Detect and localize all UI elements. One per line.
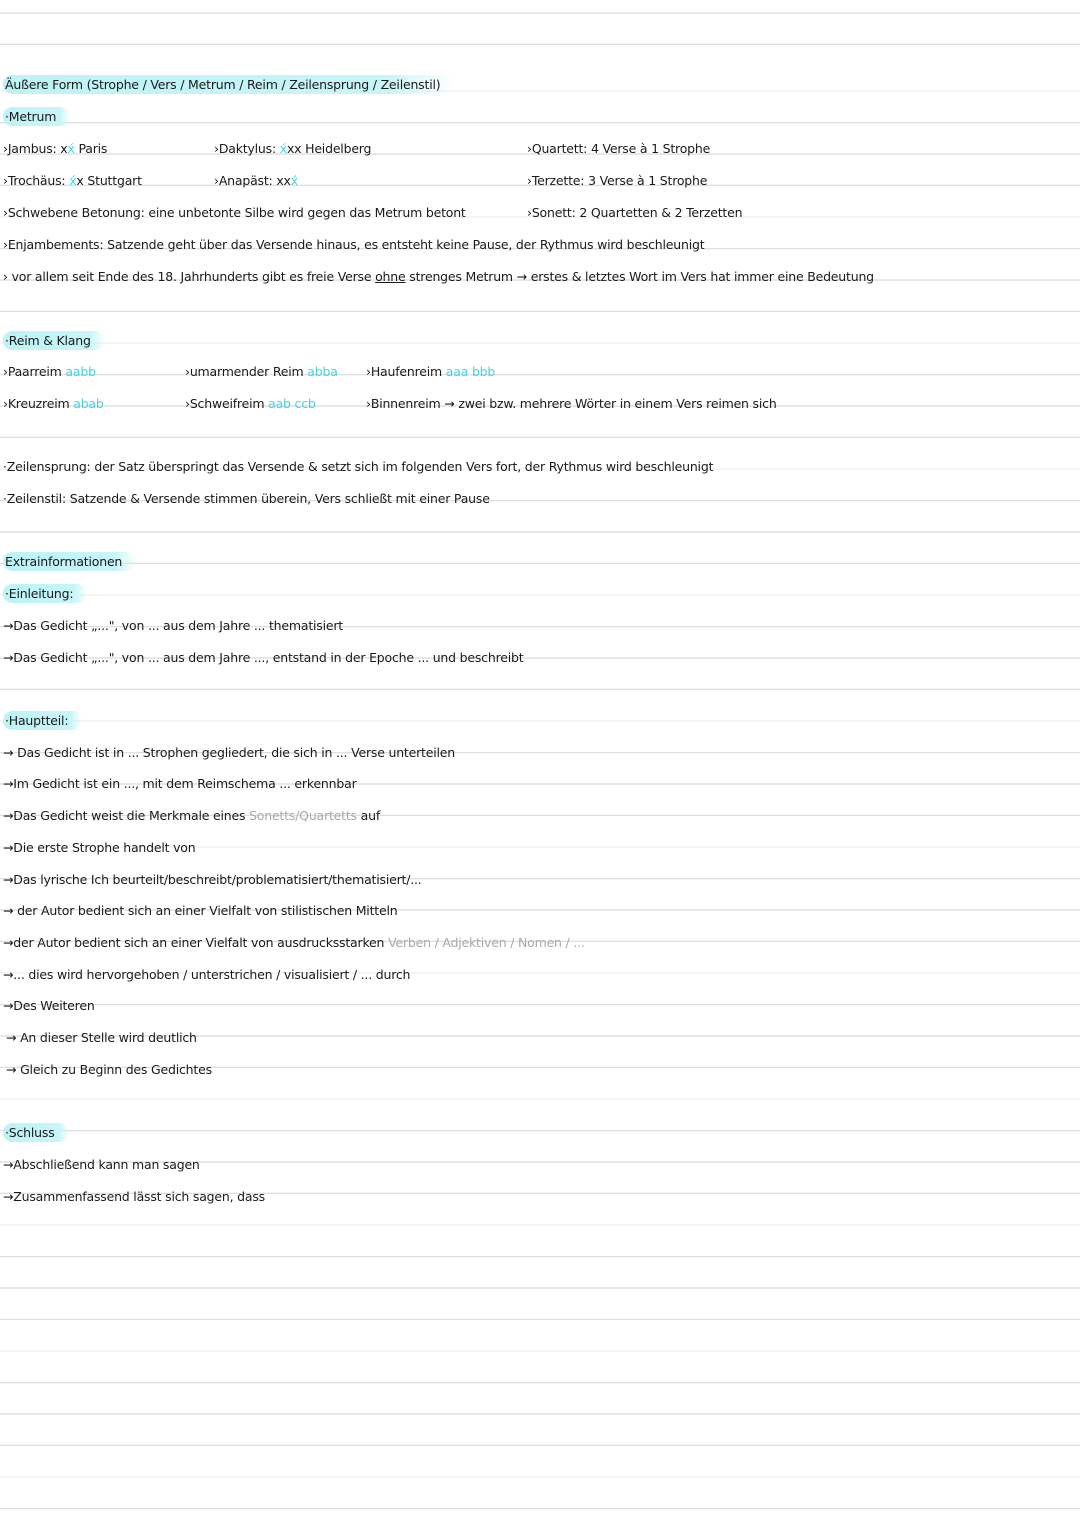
arrow-icon: →: [3, 840, 14, 855]
enjambement-line: ›Enjambements: Satzende geht über das Versende hinaus, es entsteht keine Pause, der Rythmus wird beschleunigt: [3, 237, 705, 252]
quartett-line: ›Quartett: 4 Verse à 1 Strophe: [527, 141, 711, 156]
hauptteil-item: →Das Gedicht weist die Merkmale eines Sonetts/Quartetts auf: [3, 808, 381, 823]
arrow-icon: →: [3, 998, 14, 1013]
section-title-text: Äußere Form (Strophe / Vers / Metrum / Reim / Zeilensprung / Zeilenstil): [3, 75, 454, 94]
zeilenstil-line: ·Zeilenstil: Satzende & Versende stimmen überein, Vers schließt mit einer Pause: [3, 491, 490, 506]
hauptteil-heading: ·Hauptteil:: [3, 713, 82, 729]
stress-mark: x́: [69, 173, 77, 188]
trochaeus-line: ›Trochäus: x́x Stuttgart: [3, 173, 142, 188]
hauptteil-item: → Das Gedicht ist in ... Strophen gegliedert, die sich in ... Verse unterteilen: [3, 745, 456, 760]
arrow-icon: →: [3, 967, 14, 982]
arrow-icon: →: [3, 1189, 14, 1204]
stress-mark: x́: [279, 141, 287, 156]
anapaest-line: ›Anapäst: xxx́: [214, 173, 298, 188]
metrum-heading: ·Metrum: [3, 109, 70, 125]
terzette-line: ›Terzette: 3 Verse à 1 Strophe: [527, 173, 708, 188]
sonett-line: ›Sonett: 2 Quartetten & 2 Terzetten: [527, 205, 743, 220]
einleitung-item: →Das Gedicht „...", von ... aus dem Jahre ... thematisiert: [3, 618, 344, 633]
hauptteil-item: →Die erste Strophe handelt von: [3, 840, 196, 855]
arrow-icon: →: [3, 903, 14, 918]
hauptteil-item: →... dies wird hervorgehoben / unterstrichen / visualisiert / ... durch: [3, 967, 411, 982]
kreuzreim-line: ›Kreuzreim abab: [3, 396, 104, 411]
hauptteil-item: → der Autor bedient sich an einer Vielfalt von stilistischen Mitteln: [3, 903, 398, 918]
extrainformationen-title: Extrainformationen: [3, 554, 136, 570]
arrow-icon: →: [6, 1062, 17, 1077]
hauptteil-item: →der Autor bedient sich an einer Vielfalt von ausdrucksstarken Verben / Adjektiven / Nomen / ...: [3, 935, 585, 950]
einleitung-heading: ·Einleitung:: [3, 586, 87, 602]
reim-klang-heading: ·Reim & Klang: [3, 333, 105, 349]
einleitung-item: →Das Gedicht „...", von ... aus dem Jahre ..., entstand in der Epoche ... und beschreibt: [3, 650, 524, 665]
daktylus-line: ›Daktylus: x́xx Heidelberg: [214, 141, 372, 156]
schluss-heading: ·Schluss: [3, 1125, 69, 1141]
hauptteil-item: →Des Weiteren: [3, 998, 95, 1013]
schweifreim-line: ›Schweifreim aab ccb: [185, 396, 316, 411]
arrow-icon: →: [3, 935, 14, 950]
hauptteil-item: → An dieser Stelle wird deutlich: [6, 1030, 197, 1045]
arrow-icon: →: [3, 872, 14, 887]
hauptteil-item: → Gleich zu Beginn des Gedichtes: [6, 1062, 212, 1077]
schluss-item: →Zusammenfassend lässt sich sagen, dass: [3, 1189, 265, 1204]
freie-verse-line: › vor allem seit Ende des 18. Jahrhunderts gibt es freie Verse ohne strenges Metrum → erstes & letztes Wort im Vers hat immer eine Bedeutung: [3, 269, 874, 284]
hauptteil-item: →Im Gedicht ist ein ..., mit dem Reimschema ... erkennbar: [3, 776, 357, 791]
schluss-item: →Abschließend kann man sagen: [3, 1157, 200, 1172]
arrow-icon: →: [3, 776, 14, 791]
jambus-line: ›Jambus: xx́ Paris: [3, 141, 108, 156]
arrow-icon: →: [3, 650, 14, 665]
paarreim-line: ›Paarreim aabb: [3, 364, 96, 379]
haufenreim-line: ›Haufenreim aaa bbb: [366, 364, 496, 379]
section-title-aeussere-form: [3, 77, 454, 93]
stress-mark: x́: [67, 141, 75, 156]
zeilensprung-line: ·Zeilensprung: der Satz überspringt das Versende & setzt sich im folgenden Vers fort, der Rythmus wird beschleunigt: [3, 459, 714, 474]
arrow-icon: →: [3, 1157, 14, 1172]
hauptteil-item: →Das lyrische Ich beurteilt/beschreibt/problematisiert/thematisiert/...: [3, 872, 422, 887]
arrow-icon: →: [3, 618, 14, 633]
arrow-icon: →: [6, 1030, 17, 1045]
schwebende-betonung-line: ›Schwebene Betonung: eine unbetonte Silbe wird gegen das Metrum betont: [3, 205, 466, 220]
binnenreim-line: ›Binnenreim → zwei bzw. mehrere Wörter in einem Vers reimen sich: [366, 396, 777, 411]
arrow-icon: →: [3, 745, 14, 760]
umarmender-reim-line: ›umarmender Reim abba: [185, 364, 338, 379]
arrow-icon: →: [3, 808, 14, 823]
stress-mark: x́: [290, 173, 298, 188]
